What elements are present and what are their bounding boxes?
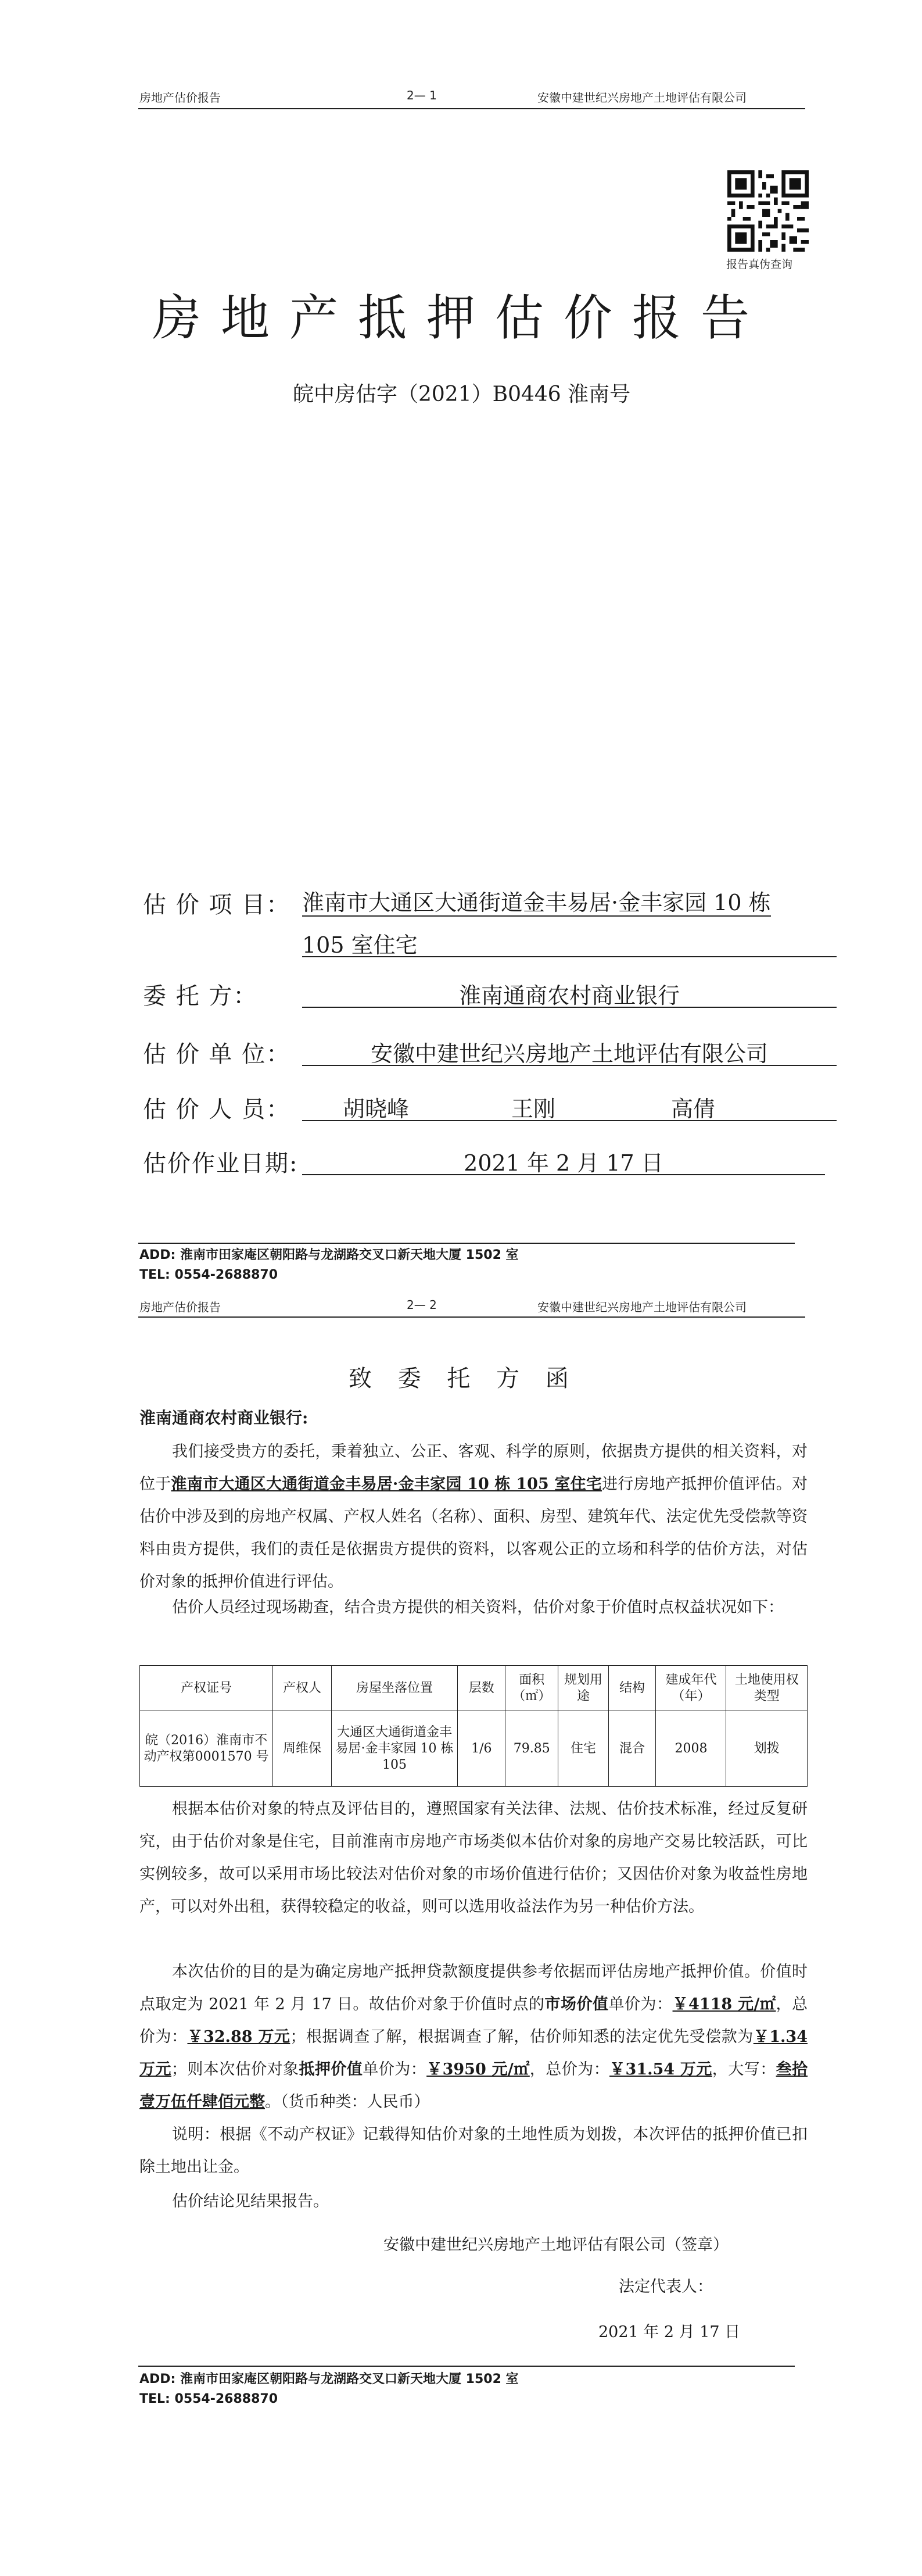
- letter-salutation: 淮南通商农村商业银行:: [139, 1408, 308, 1427]
- letter-paragraph-2: 估价人员经过现场勘查，结合贵方提供的相关资料，估价对象于价值时点权益状况如下：: [172, 1598, 784, 1616]
- footer-tel: TEL: 0554-2688870: [139, 1268, 278, 1282]
- td-floors: 1/6: [458, 1711, 505, 1787]
- field-value-date: 2021 年 2 月 17 日: [302, 1145, 825, 1175]
- header-right: 安徽中建世纪兴房地产土地评估有限公司: [537, 91, 747, 105]
- header-rule: [138, 108, 805, 109]
- person-3: 高倩: [671, 1096, 716, 1122]
- field-label-project: 估 价 项 目：: [143, 892, 291, 918]
- mortgage-total-price: ￥31.54 万元: [609, 2060, 712, 2078]
- market-unit-price: ￥4118 元/㎡: [672, 1995, 776, 2013]
- header-right: 安徽中建世纪兴房地产土地评估有限公司: [537, 1300, 747, 1314]
- footer-address: ADD: 淮南市田家庵区朝阳路与龙湖路交叉口新天地大厦 1502 室: [139, 1248, 519, 1262]
- qr-caption: 报告真伪查询: [726, 258, 793, 271]
- priority-claims: ￥1.34 万元: [139, 2028, 808, 2078]
- td-owner: 周维保: [273, 1711, 331, 1787]
- person-1: 胡晓峰: [343, 1096, 410, 1122]
- project-line2: 105 室住宅: [302, 932, 418, 958]
- footer-rule: [138, 2366, 795, 2367]
- field-label-appraiser: 估 价 单 位：: [143, 1041, 291, 1068]
- th-location: 房屋坐落位置: [331, 1666, 458, 1711]
- letter-paragraph-5: 说明：根据《不动产权证》记载得知估价对象的土地性质为划拨，本次评估的抵押价值已扣除土地出让金。: [139, 2126, 808, 2176]
- field-value-appraiser: 安徽中建世纪兴房地产土地评估有限公司: [302, 1036, 837, 1066]
- property-table: [139, 1665, 808, 1787]
- th-cert: 产权证号: [140, 1666, 273, 1711]
- th-owner: 产权人: [273, 1666, 331, 1711]
- letter-paragraph-3: 根据本估价对象的特点及评估目的，遵照国家有关法律、法规、估价技术标准，经过反复研究，由于估价对象是住宅，目前淮南市房地产市场类似本估价对象的房地产交易比较活跃，可比实例较多，故可以采用市场比较法对估价对象的市场价值进行估价；又因估价对象为收益性房地产，可以对外出租，获得较稳定的收益，则可以选用收益法作为另一种估价方法。: [139, 1800, 808, 1916]
- header-left: 房地产估价报告: [139, 91, 221, 105]
- legal-representative: 法定代表人：: [619, 2278, 713, 2296]
- field-label-date: 估价作业日期:: [143, 1150, 299, 1177]
- letter-date: 2021 年 2 月 17 日: [598, 2323, 741, 2341]
- th-land-type: 土地使用权类型: [726, 1666, 808, 1711]
- field-label-personnel: 估 价 人 员：: [143, 1096, 291, 1123]
- mortgage-unit-price: ￥3950 元/㎡: [426, 2060, 530, 2078]
- td-location: 大通区大通街道金丰易居·金丰家园 10 栋 105: [331, 1711, 458, 1787]
- field-value-project: [302, 885, 837, 917]
- footer-address: ADD: 淮南市田家庵区朝阳路与龙湖路交叉口新天地大厦 1502 室: [139, 2372, 519, 2387]
- td-land-type: 划拨: [726, 1711, 808, 1787]
- td-year: 2008: [656, 1711, 726, 1787]
- market-total-price: ￥32.88 万元: [187, 2028, 290, 2046]
- td-use: 住宅: [558, 1711, 608, 1787]
- person-2: 王刚: [511, 1096, 556, 1122]
- header-page-number: 2— 2: [407, 1298, 437, 1312]
- letter-title: 致 委 托 方 函: [349, 1365, 578, 1392]
- header-page-number: 2— 1: [407, 88, 437, 102]
- field-value-personnel: [302, 1091, 837, 1121]
- project-line1: 淮南市大通区大通街道金丰易居·金丰家园 10 栋: [302, 890, 771, 915]
- field-value-client: 淮南通商农村商业银行: [302, 978, 837, 1008]
- qr-code-icon[interactable]: [727, 170, 809, 252]
- property-address: 淮南市大通区大通街道金丰易居·金丰家园 10 栋 105 室住宅: [171, 1475, 602, 1493]
- letter-paragraph-6: 估价结论见结果报告。: [172, 2192, 329, 2210]
- th-structure: 结构: [608, 1666, 656, 1711]
- th-area: 面积（㎡）: [505, 1666, 558, 1711]
- project-line2-wrap: [302, 927, 837, 957]
- footer-rule: [138, 1243, 795, 1244]
- td-area: 79.85: [505, 1711, 558, 1787]
- td-structure: 混合: [608, 1711, 656, 1787]
- field-label-client: 委 托 方：: [143, 983, 258, 1010]
- mortgage-total-chinese: 叁拾壹万伍仟肆佰元整: [139, 2060, 808, 2111]
- th-year: 建成年代（年）: [656, 1666, 726, 1711]
- signer: 安徽中建世纪兴房地产土地评估有限公司（签章）: [383, 2236, 729, 2254]
- report-number: 皖中房估字（2021）B0446 淮南号: [293, 382, 631, 406]
- header-rule: [138, 1316, 805, 1318]
- th-use: 规划用途: [558, 1666, 608, 1711]
- footer-tel: TEL: 0554-2688870: [139, 2392, 278, 2406]
- th-floors: 层数: [458, 1666, 505, 1711]
- letter-paragraph-1: 我们接受贵方的委托，秉着独立、公正、客观、科学的原则，依据贵方提供的相关资料，对位于淮南市大通区大通街道金丰易居·金丰家园 10 栋 105 室住宅进行房地产抵押价值评估。对估价中涉及到的房地产权属、产权人姓名（名称）、面积、房型、建筑年代、法定优先受偿款等资料由贵方提供，我们的责任是依据贵方提供的资料，以客观公正的立场和科学的估价方法，对估价对象的抵押价值进行评估。: [139, 1443, 808, 1591]
- report-title: 房地产抵押估价报告: [152, 289, 770, 346]
- td-cert: 皖（2016）淮南市不动产权第0001570 号: [140, 1711, 273, 1787]
- header-left: 房地产估价报告: [139, 1300, 221, 1314]
- letter-paragraph-4: 本次估价的目的是为确定房地产抵押贷款额度提供参考依据而评估房地产抵押价值。价值时点取定为 2021 年 2 月 17 日。故估价对象于价值时点的市场价值单价为：￥4118 元/㎡，总价为：￥32.88 万元；根据调查了解，根据调查了解，估价师知悉的法定优先受偿款为￥1.34 万元；则本次估价对象抵押价值单价为：￥3950 元/㎡，总价为：￥31.54 万元，大写：叁拾壹万伍仟肆佰元整。（货币种类：人民币）: [139, 1963, 808, 2111]
